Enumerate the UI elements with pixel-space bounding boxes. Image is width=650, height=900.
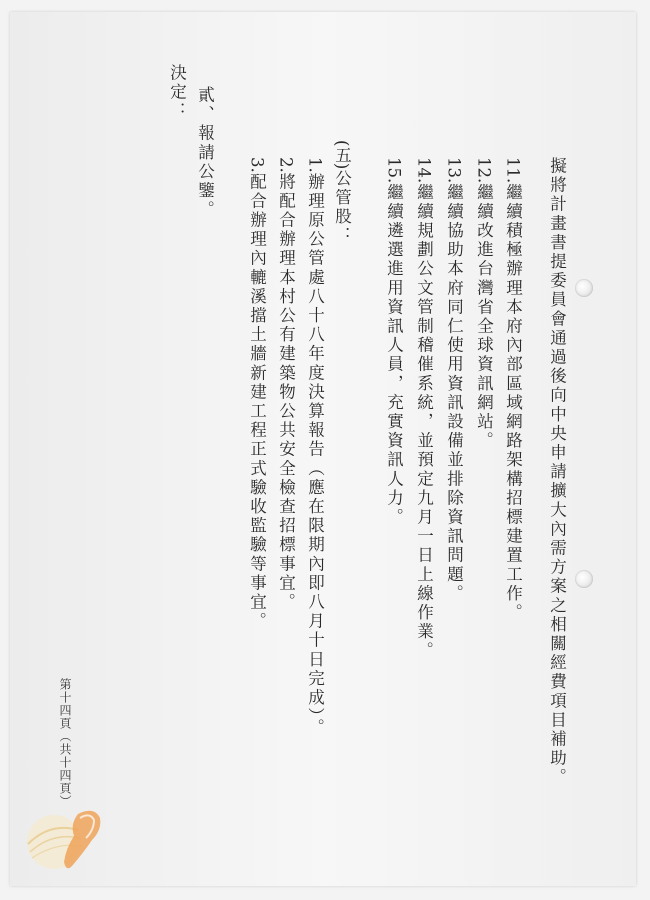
line-text: 繼續協助本府同仁使用資訊設備並排除資訊問題。 bbox=[444, 183, 464, 604]
text-line-funding bbox=[548, 157, 565, 787]
taiwan-map-logo-icon bbox=[20, 800, 120, 882]
section-title: 公管股： bbox=[332, 169, 352, 246]
line-text: 配合辦理內轆溪擋土牆新建工程正式驗收監驗等事宜。 bbox=[247, 172, 267, 632]
punch-hole-lower bbox=[575, 570, 593, 588]
text-line-item-14 bbox=[415, 157, 432, 661]
item-number: 3. bbox=[247, 157, 267, 173]
text-line-item-13 bbox=[445, 157, 462, 603]
line-text: 繼續改進台灣省全球資訊網站。 bbox=[474, 183, 494, 451]
page-number-text: 第十四頁（共十四頁） bbox=[58, 678, 72, 808]
text-line-item-15 bbox=[385, 157, 402, 527]
text-line-item-2 bbox=[277, 157, 294, 612]
item-number: 1. bbox=[305, 157, 325, 173]
line-text: 辦理原公管處八十八年度決算報告（應在限期內即八月十日完成）。 bbox=[305, 172, 325, 738]
line-text: 繼續規劃公文管制稽催系統，並預定九月一日上線作業。 bbox=[414, 183, 434, 661]
line-text: 決定： bbox=[167, 64, 187, 122]
section-heading-five bbox=[333, 140, 350, 246]
decision-label bbox=[168, 64, 185, 121]
line-text: 擬將計畫書提委員會通過後向中央申請擴大內需方案之相關經費項目補助。 bbox=[547, 157, 567, 788]
item-number: 11. bbox=[503, 157, 523, 184]
text-line-item-3 bbox=[248, 157, 265, 631]
line-text: 貳、報請公鑒。 bbox=[195, 86, 215, 220]
item-number: 12. bbox=[474, 157, 494, 184]
report-heading bbox=[196, 86, 213, 220]
text-line-item-11 bbox=[504, 157, 521, 623]
item-number: 14. bbox=[414, 157, 434, 184]
item-number: 13. bbox=[444, 157, 464, 184]
line-text: 繼續積極辦理本府內部區域網路架構招標建置工作。 bbox=[503, 183, 523, 623]
item-number: 2. bbox=[276, 157, 296, 173]
section-number: (五) bbox=[332, 140, 352, 170]
line-text: 繼續遴選進用資訊人員，充實資訊人力。 bbox=[384, 183, 404, 528]
item-number: 15. bbox=[384, 157, 404, 184]
text-line-item-1 bbox=[306, 157, 323, 738]
punch-hole-upper bbox=[575, 279, 593, 297]
text-line-item-12 bbox=[475, 157, 492, 451]
page-number-footer bbox=[59, 678, 71, 808]
line-text: 將配合辦理本村公有建築物公共安全檢查招標事宜。 bbox=[276, 172, 296, 613]
